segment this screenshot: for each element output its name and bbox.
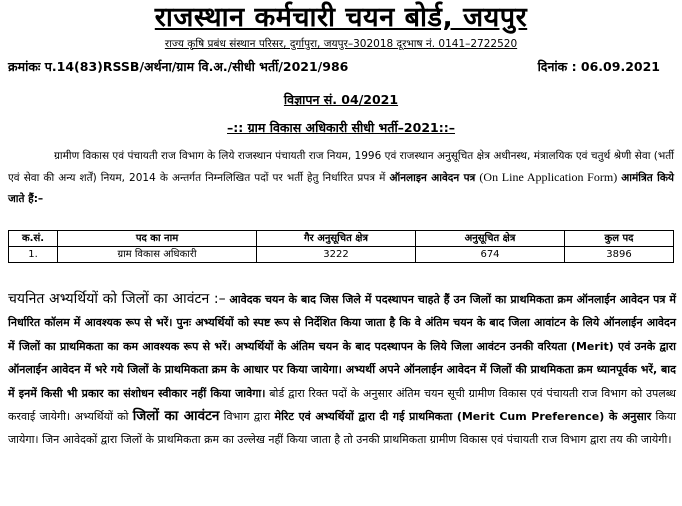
table-row [9, 247, 674, 263]
header-post-name: पद का नाम [58, 231, 257, 247]
cell-scheduled: 674 [416, 247, 565, 263]
header-sno: क.सं. [9, 231, 58, 247]
header-total-posts: कुल पद [565, 231, 674, 247]
intro-bold-invited: आमंत्रित किये जाते हैं:– [8, 172, 675, 205]
intro-bold-online-form: ऑनलाइन आवेदन पत्र [389, 172, 476, 184]
allotment-text-3: किया जायेगा। जिन आवेदकों द्वारा जिलों के प्राथमिकता क्रम का उल्लेख नहीं किया जाता है तो उनकी प्राथमिकता ग्रामीण विकास एवं पंचायती राज विभाग द्वारा तय की जायेगी। [8, 410, 676, 447]
cell-sno: 1. [9, 247, 58, 263]
cell-post-name: ग्राम विकास अधिकारी [58, 247, 257, 263]
posts-table [8, 230, 674, 263]
header-scheduled-area: अनुसूचित क्षेत्र [416, 231, 565, 247]
allotment-merit-preference: मेरिट एवं अभ्यर्थियों द्वारा दी गई प्राथमिकता (Merit Cum Preference) के अनुसार [274, 410, 652, 424]
allotment-text-2: विभाग द्वारा [223, 410, 271, 424]
issue-date: दिनांक : 06.09.2021 [537, 59, 660, 74]
table-header-row [9, 231, 674, 247]
cell-non-scheduled: 3222 [257, 247, 416, 263]
intro-english-text: (On Line Application Form) [479, 170, 618, 184]
allotment-heading: चयनित अभ्यर्थियों को जिलों का आवंटन :– [8, 291, 226, 307]
board-address: राज्य कृषि प्रबंध संस्थान परिसर, दुर्गापुरा, जयपुर–302018 दूरभाष नं. 0141–2722520 [164, 38, 518, 50]
allotment-bold-text: आवेदक चयन के बाद जिस जिले में पदस्थापन चाहते हैं उन जिलों का प्राथमिकता क्रम ऑनलाईन आवेदन पत्र में निर्धारित कॉलम में आवश्यक रूप से भरें। पुनः अभ्यर्थियों को स्पष्ट रूप से निर्देशित किया जाता है कि वे अंतिम चयन के बाद जिला आवांटन के लिये ऑनलाईन आवेदन में जिलों का प्राथमिकता का कम आवश्यक रूप से भरें। अभ्यर्थियों के अंतिम चयन के बाद पदस्थापन के लिये जिला आवंटन उनकी वरियता (Merit) एवं उनके द्वारा ऑनलाईन आवेदन में भरे गये जिलों के प्राथमिकता क्रम के आधार पर किया जायेगा। अभ्यर्थी अपने ऑनलाईन आवेदन में जिलों की प्राथमिकता क्रम ध्यानपूर्वक भरें, बाद में इनमें किसी भी प्रकार का संशोधन स्वीकार नहीं किया जावेगा। [8, 293, 676, 400]
intro-paragraph [8, 146, 674, 210]
reference-number: क्रमांकः प.14(83)RSSB/अर्थना/ग्राम वि.अ./सीधी भर्ती/2021/986 [8, 59, 349, 74]
allotment-text-1: बोर्ड द्वारा रिक्त पदों के अनुसार अंतिम चयन सूची ग्रामीण विकास एवं पंचायती राज विभाग को उपलब्ध करवाई जायेगी। अभ्यर्थियों को [8, 386, 676, 424]
cell-total: 3896 [565, 247, 674, 263]
advertisement-number: विज्ञापन सं. 04/2021 [283, 92, 399, 107]
allotment-paragraph [8, 288, 676, 452]
board-title: राजस्थान कर्मचारी चयन बोर्ड, जयपुर [154, 2, 528, 33]
allotment-district-allocation: जिलों का आवंटन [132, 408, 220, 425]
intro-text: ग्रामीण विकास एवं पंचायती राज विभाग के लिये राजस्थान पंचायती राज नियम, 1996 एवं राजस्थान अनुसूचित क्षेत्र अधीनस्थ, मंत्रालयिक एवं चतुर्थ श्रेणी सेवा (भर्ती एवं सेवा की अन्य शर्तें) नियम, 2014 के अन्तर्गत निम्नलिखित पदों पर भर्ती हेतु निर्धारित प्रपत्र में [8, 150, 674, 184]
header-non-scheduled-area: गैर अनुसूचित क्षेत्र [257, 231, 416, 247]
post-title: –:: ग्राम विकास अधिकारी सीधी भर्ती–2021::– [227, 120, 455, 135]
